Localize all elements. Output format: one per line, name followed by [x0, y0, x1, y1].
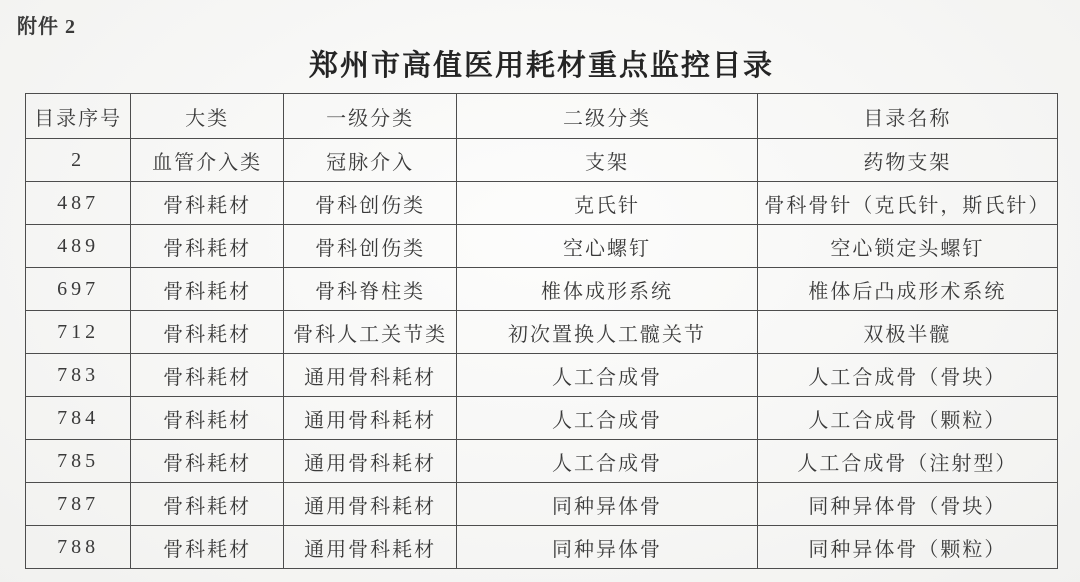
- table-cell: 骨科脊柱类: [283, 268, 456, 311]
- table-cell: 初次置换人工髋关节: [457, 311, 757, 354]
- table-cell: 骨科耗材: [131, 268, 284, 311]
- table-cell: 骨科耗材: [131, 225, 284, 268]
- table-cell: 785: [26, 440, 131, 483]
- table-cell: 通用骨科耗材: [283, 483, 456, 526]
- table-cell: 人工合成骨: [457, 397, 757, 440]
- table-cell: 783: [26, 354, 131, 397]
- catalog-table: [25, 93, 1058, 569]
- table-cell: 克氏针: [457, 182, 757, 225]
- table-cell: 787: [26, 483, 131, 526]
- column-header-catalog-no: 目录序号: [26, 94, 131, 139]
- table-cell: 骨科创伤类: [283, 182, 456, 225]
- table-cell: 2: [26, 139, 131, 182]
- table-cell: 788: [26, 526, 131, 569]
- table-cell: 空心锁定头螺钉: [757, 225, 1057, 268]
- table-row: [26, 139, 1058, 182]
- table-cell: 骨科耗材: [131, 354, 284, 397]
- column-header-catalog-name: 目录名称: [757, 94, 1057, 139]
- table-cell: 骨科耗材: [131, 397, 284, 440]
- table-cell: 空心螺钉: [457, 225, 757, 268]
- table-cell: 椎体后凸成形术系统: [757, 268, 1057, 311]
- table-cell: 697: [26, 268, 131, 311]
- table-row: [26, 225, 1058, 268]
- table-body: [26, 139, 1058, 569]
- table-cell: 人工合成骨: [457, 354, 757, 397]
- table-cell: 通用骨科耗材: [283, 354, 456, 397]
- attachment-label: 附件 2: [17, 16, 76, 38]
- table-row: [26, 526, 1058, 569]
- table-cell: 784: [26, 397, 131, 440]
- table-row: [26, 440, 1058, 483]
- column-header-level1-class: 一级分类: [283, 94, 456, 139]
- table-row: [26, 182, 1058, 225]
- table-cell: 椎体成形系统: [457, 268, 757, 311]
- table-cell: 骨科人工关节类: [283, 311, 456, 354]
- table-cell: 487: [26, 182, 131, 225]
- table-cell: 骨科耗材: [131, 526, 284, 569]
- page-title: 郑州市高值医用耗材重点监控目录: [308, 50, 774, 82]
- table-cell: 骨科耗材: [131, 483, 284, 526]
- table-cell: 712: [26, 311, 131, 354]
- column-header-major-category: 大类: [131, 94, 284, 139]
- table-cell: 通用骨科耗材: [283, 397, 456, 440]
- table-row: [26, 483, 1058, 526]
- table-cell: 通用骨科耗材: [283, 440, 456, 483]
- table-cell: 血管介入类: [131, 139, 284, 182]
- table-cell: 同种异体骨（颗粒）: [757, 526, 1057, 569]
- table-cell: 人工合成骨: [457, 440, 757, 483]
- column-header-level2-class: 二级分类: [457, 94, 757, 139]
- table-cell: 冠脉介入: [283, 139, 456, 182]
- table-cell: 骨科耗材: [131, 182, 284, 225]
- table-row: [26, 397, 1058, 440]
- table-cell: 人工合成骨（注射型）: [757, 440, 1057, 483]
- table-cell: 489: [26, 225, 131, 268]
- table-cell: 同种异体骨: [457, 483, 757, 526]
- table-cell: 通用骨科耗材: [283, 526, 456, 569]
- table-cell: 骨科耗材: [131, 440, 284, 483]
- table-row: [26, 311, 1058, 354]
- table-cell: 人工合成骨（颗粒）: [757, 397, 1057, 440]
- table-cell: 骨科耗材: [131, 311, 284, 354]
- table-cell: 支架: [457, 139, 757, 182]
- table-cell: 骨科骨针（克氏针，斯氏针）: [757, 182, 1057, 225]
- table-row: [26, 354, 1058, 397]
- table-cell: 人工合成骨（骨块）: [757, 354, 1057, 397]
- table-cell: 双极半髋: [757, 311, 1057, 354]
- table-cell: 药物支架: [757, 139, 1057, 182]
- table-row: [26, 268, 1058, 311]
- table-cell: 同种异体骨（骨块）: [757, 483, 1057, 526]
- table-cell: 骨科创伤类: [283, 225, 456, 268]
- table-header-row: [26, 94, 1058, 139]
- table-cell: 同种异体骨: [457, 526, 757, 569]
